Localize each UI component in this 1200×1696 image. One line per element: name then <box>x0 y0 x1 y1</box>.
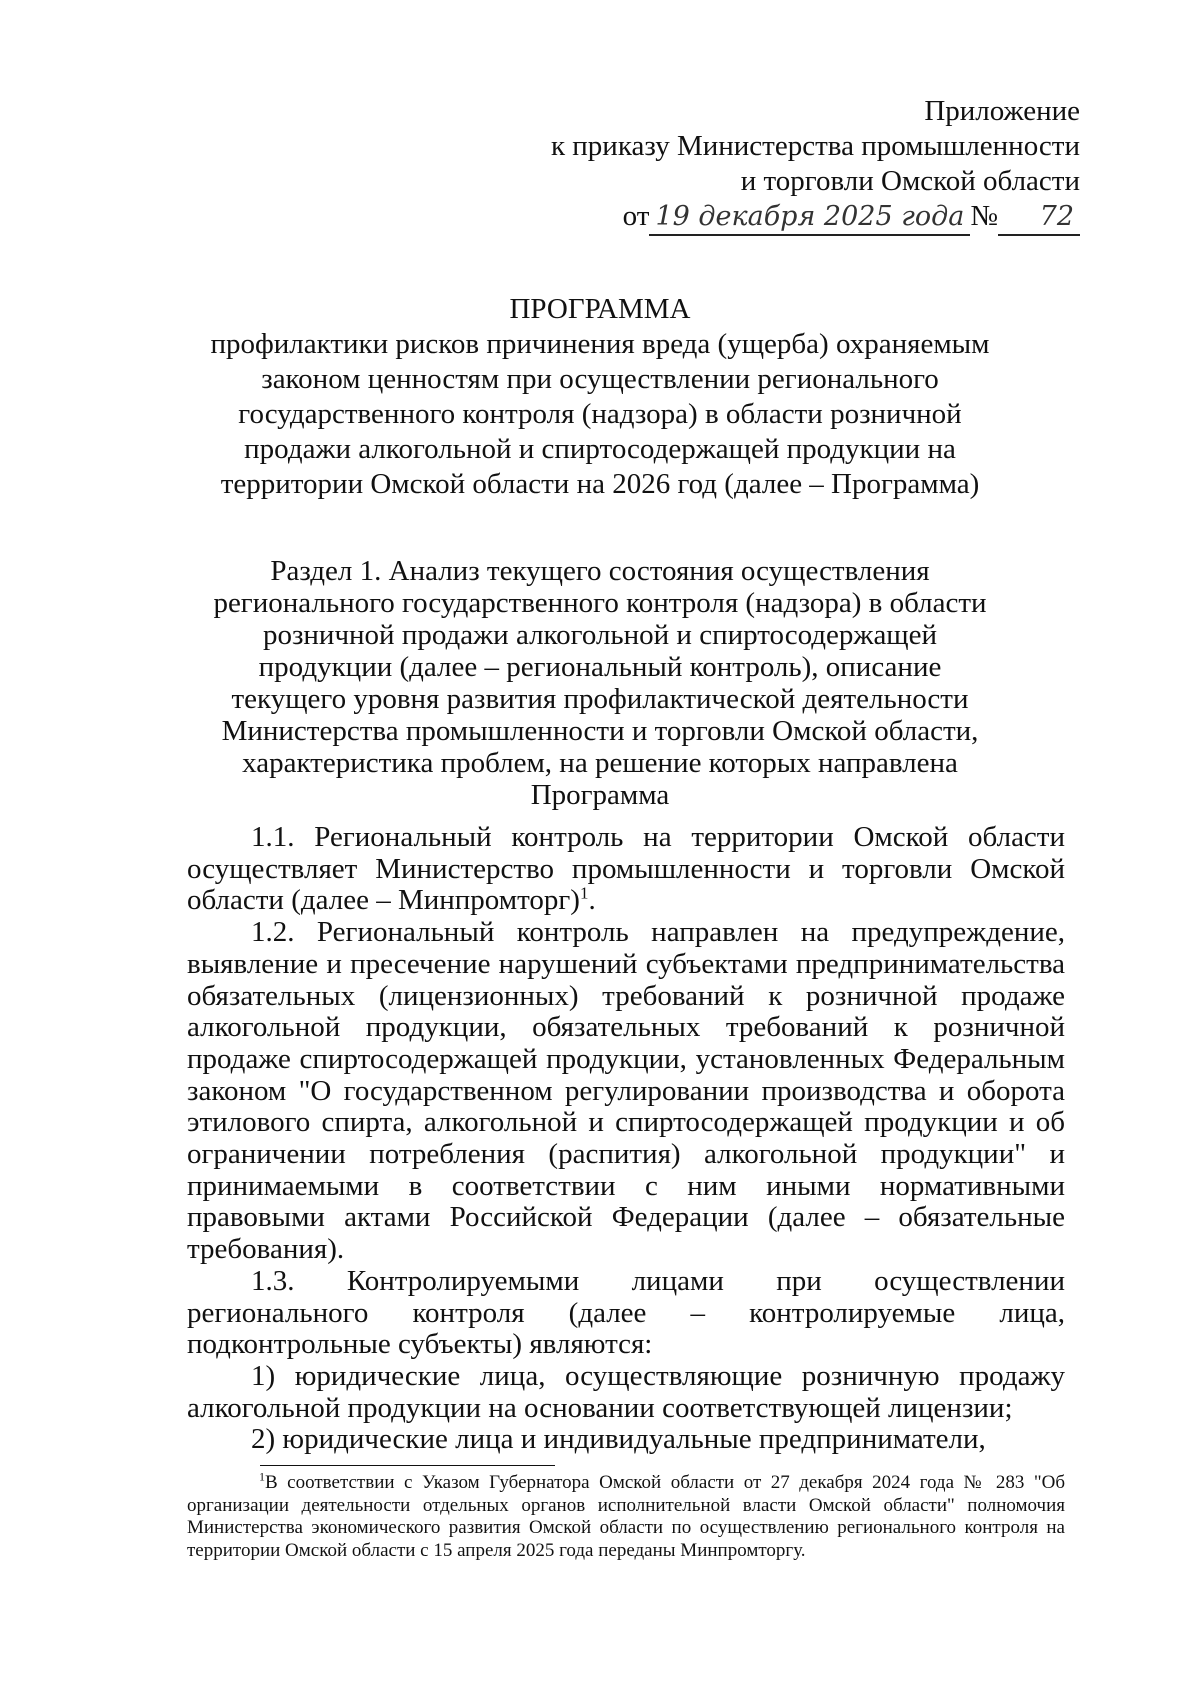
paragraph-1-3: 1.3. Контролируемыми лицами при осуществлении регионального контроля (далее – контролируемые лица, подконтрольные субъекты) являются: <box>187 1264 1065 1361</box>
appendix-line-3: и торговли Омской области <box>740 165 1080 197</box>
footnote-reference: 1 <box>579 883 589 903</box>
program-heading: ПРОГРАММА <box>509 293 691 325</box>
program-subtitle: профилактики рисков причинения вреда (ущерба) охраняемым законом ценностям при осуществлении регионального государственного контроля (надзора) в области розничной продажи алкогольной и спиртосодержащей продукции на территории Омской области на 2026 год (далее – Программа) <box>210 328 990 500</box>
number-label: № <box>970 200 998 232</box>
footnote-mark: 1 <box>259 1469 265 1484</box>
paragraph-1-1 <box>187 822 1065 917</box>
footnote <box>187 1469 1065 1562</box>
document-body <box>187 822 1065 1456</box>
appendix-block <box>551 94 1080 236</box>
footnote-text: В соответствии с Указом Губернатора Омской области от 27 декабря 2024 года № 283 "Об организации деятельности отдельных органов исполнительной власти Омской области" полномочия Министерства экономического развития Омской области по осуществлению регионального контроля на территории Омской области с 15 апреля 2025 года переданы Минпромторгу. <box>187 1472 1065 1561</box>
footnote-divider <box>260 1465 555 1466</box>
paragraph-1-2: 1.2. Региональный контроль направлен на предупреждение, выявление и пресечение нарушений субъектами предпринимательства обязательных (лицензионных) требований к розничной продаже алкогольной продукции, обязательных требований к розничной продаже спиртосодержащей продукции, установленных Федеральным законом "О государственном регулировании производства и оборота этилового спирта, алкогольной и спиртосодержащей продукции и об ограничении потребления (распития) алкогольной продукции" и принимаемыми в соответствии с ним иными нормативными правовыми актами Российской Федерации (далее – обязательные требования). <box>187 916 1065 1266</box>
handwritten-number: 72 <box>998 199 1080 236</box>
program-title <box>195 292 1005 502</box>
appendix-line-1: Приложение <box>924 95 1080 127</box>
from-label: от <box>622 200 650 232</box>
paragraph-1-1-text: 1.1. Региональный контроль на территории Омской области осуществляет Министерство промышленности и торговли Омской области (далее – Минпромторг) <box>187 821 1065 917</box>
appendix-line-2: к приказу Министерства промышленности <box>550 130 1080 162</box>
list-item-2: 2) юридические лица и индивидуальные предприниматели, <box>251 1423 986 1456</box>
section-1-heading: Раздел 1. Анализ текущего состояния осуществления регионального государственного контроля (надзора) в области розничной продажи алкогольной и спиртосодержащей продукции (далее – региональный контроль), описание текущего уровня развития профилактической деятельности Министерства промышленности и торговли Омской области, характеристика проблем, на решение которых направлена Программа <box>213 555 987 811</box>
paragraph-1-1-end: . <box>588 884 596 917</box>
order-date-number <box>623 199 1080 236</box>
list-item-1: 1) юридические лица, осуществляющие розничную продажу алкогольной продукции на основании соответствующей лицензии; <box>187 1359 1065 1424</box>
handwritten-date: 19 декабря 2025 года <box>649 199 970 236</box>
